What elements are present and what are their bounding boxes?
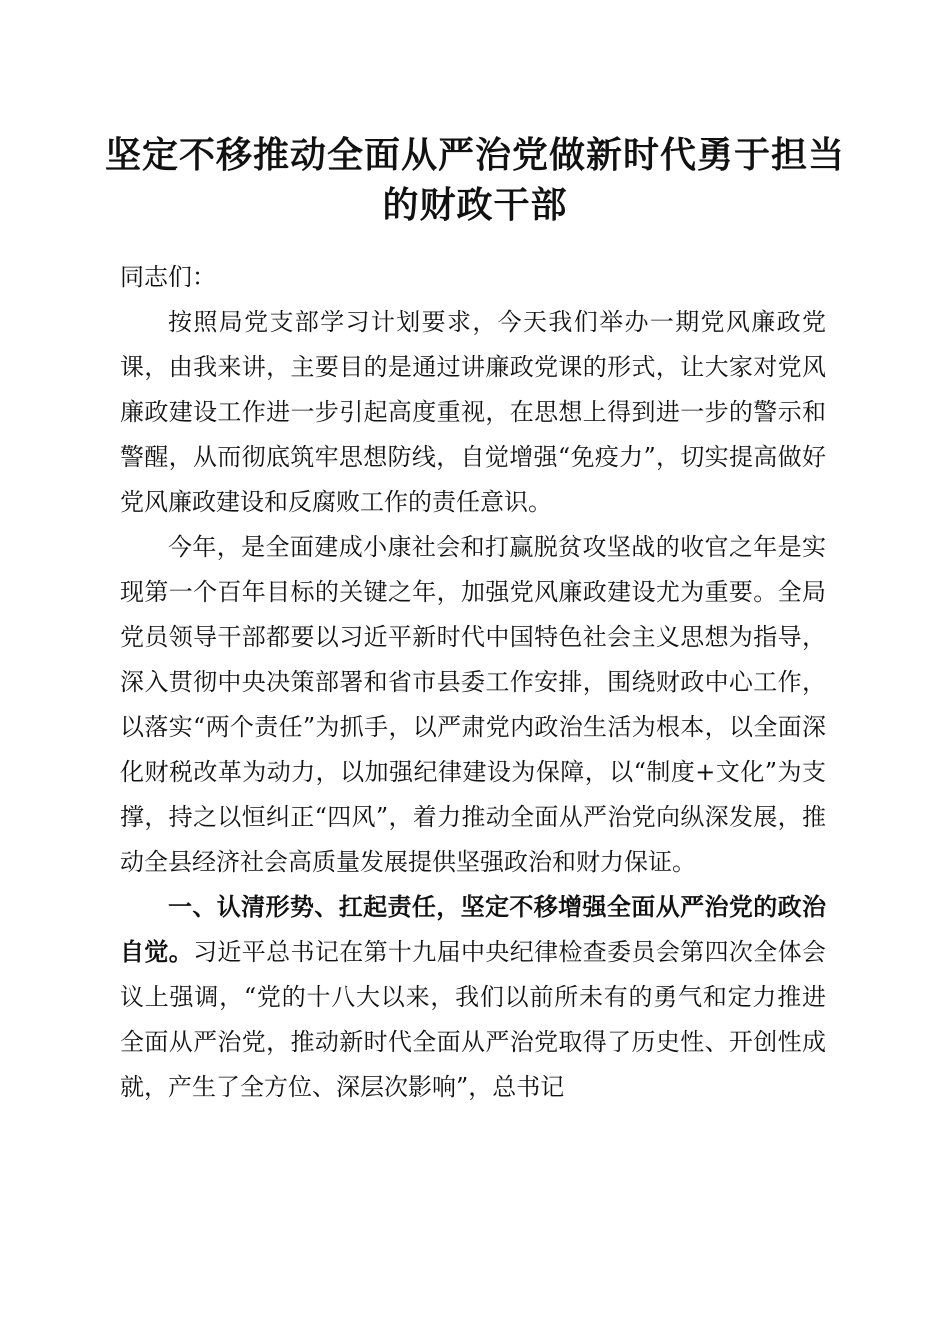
document-body	[120, 255, 826, 1110]
salutation: 同志们：	[120, 263, 216, 291]
section-one-paragraph	[120, 885, 826, 1110]
document-title: 坚定不移推动全面从严治党做新时代勇于担当的财政干部	[104, 134, 845, 226]
paragraph-this-year: 今年，是全面建成小康社会和打赢脱贫攻坚战的收官之年是实现第一个百年目标的关键之年，加强党风廉政建设尤为重要。全局党员领导干部都要以习近平新时代中国特色社会主义思想为指导，深入贯彻中央决策部署和省市县委工作安排，围绕财政中心工作，以落实“两个责任”为抓手，以严肃党内政治生活为根本，以全面深化财税改革为动力，以加强纪律建设为保障，以“制度+文化”为支撑，持之以恒纠正“四风”，着力推动全面从严治党向纵深发展，推动全县经济社会高质量发展提供坚强政治和财力保证。	[120, 533, 826, 876]
section-one-text: 习近平总书记在第十九届中央纪律检查委员会第四次全体会议上强调，“党的十八大以来，我们以前所未有的勇气和定力推进全面从严治党，推动新时代全面从严治党取得了历史性、开创性成就，产生了全方位、深层次影响”，总书记	[120, 938, 827, 1101]
paragraph-intro: 按照局党支部学习计划要求，今天我们举办一期党风廉政党课，由我来讲，主要目的是通过讲廉政党课的形式，让大家对党风廉政建设工作进一步引起高度重视，在思想上得到进一步的警示和警醒，从而彻底筑牢思想防线，自觉增强“免疫力”，切实提高做好党风廉政建设和反腐败工作的责任意识。	[120, 308, 826, 516]
section-one-heading: 一、认清形势、扛起责任，坚定不移增强全面从严治党的政治自觉。	[120, 893, 826, 966]
